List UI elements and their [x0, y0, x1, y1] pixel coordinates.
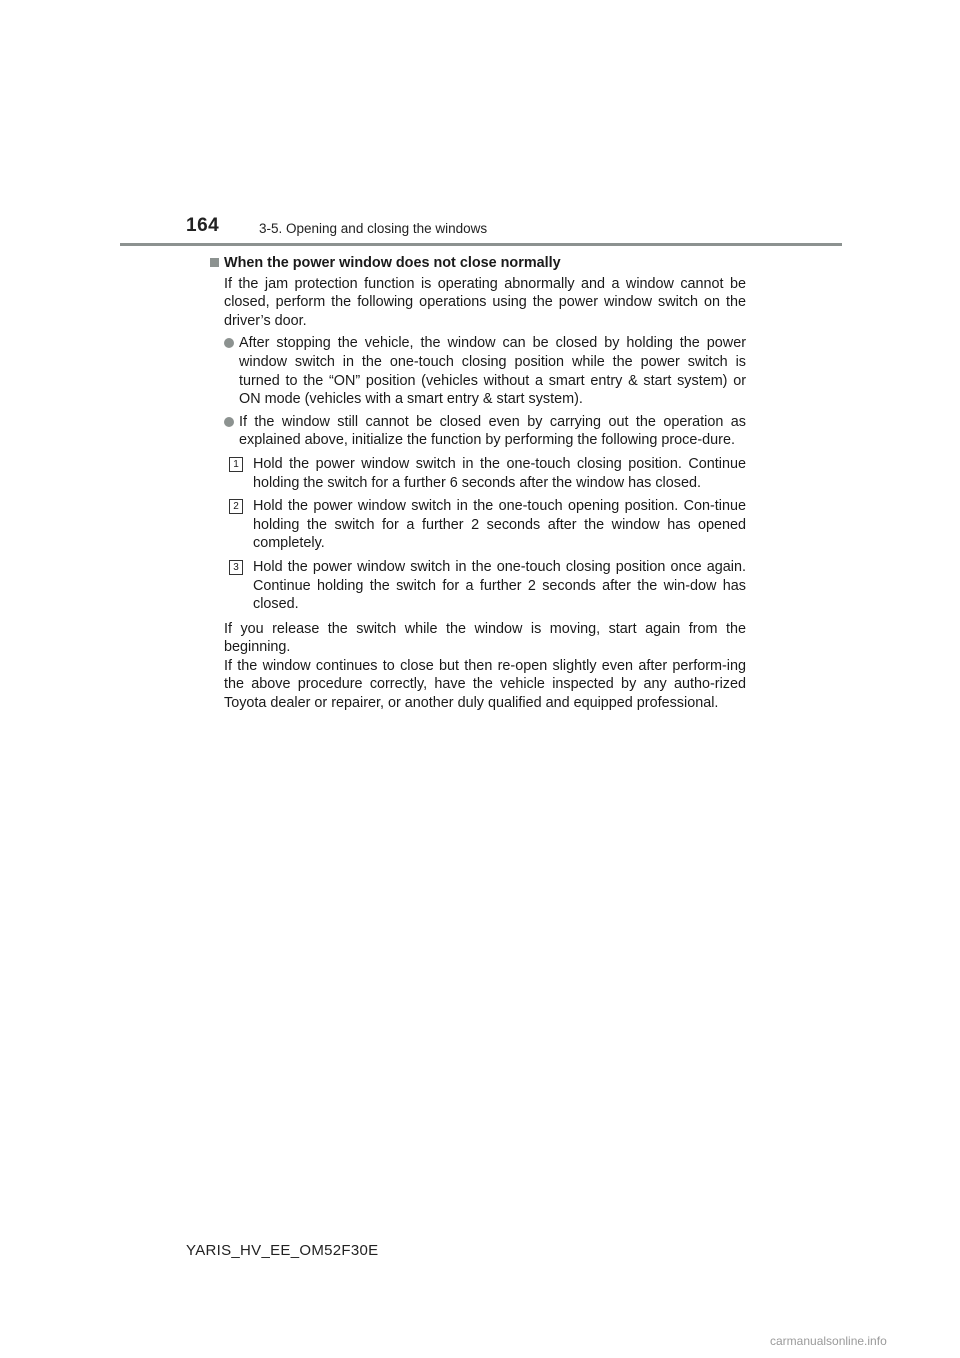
- watermark: carmanualsonline.info: [770, 1334, 887, 1348]
- subsection-heading: [210, 254, 746, 273]
- step-item: [210, 455, 746, 492]
- intro-paragraph: If the jam protection function is operating abnormally and a window cannot be closed, perform the following operations using the power window switch on the driver’s door.: [224, 275, 746, 329]
- bullet-item: [210, 413, 746, 450]
- bullet-item: [210, 334, 746, 408]
- square-bullet-icon: [210, 258, 219, 267]
- page-header: [0, 0, 960, 250]
- step-text: Hold the power window switch in the one-touch opening position. Con-tinue holding the switch for a further 2 seconds after the window has opened completely.: [253, 498, 746, 552]
- section-title: 3-5. Opening and closing the windows: [259, 221, 488, 236]
- closing-paragraph: If the window continues to close but then re-open slightly even after perform-ing the above procedure correctly, have the vehicle inspected by any autho-rized Toyota dealer or repairer, or another duly qualified and equipped professional.: [224, 657, 746, 712]
- bullet-text: After stopping the vehicle, the window can be closed by holding the power window switch in the one-touch closing position while the power switch is turned to the “ON” position (vehicles without a smart entry & start system) or ON mode (vehicles with a smart entry & start system).: [239, 335, 746, 408]
- page-number: 164: [186, 215, 220, 236]
- page-content: [210, 254, 746, 713]
- document-code: YARIS_HV_EE_OM52F30E: [186, 1242, 379, 1259]
- bullet-text: If the window still cannot be closed even by carrying out the operation as explained above, initialize the function by performing the following proce-dure.: [239, 413, 746, 449]
- round-bullet-icon: [224, 338, 234, 348]
- subsection-heading-text: When the power window does not close normally: [224, 255, 561, 271]
- closing-paragraph: If you release the switch while the window is moving, start again from the beginning.: [224, 620, 746, 656]
- step-number-box: 3: [229, 560, 243, 575]
- step-text: Hold the power window switch in the one-touch closing position once again. Continue holding the switch for a further 2 seconds after the win-dow has closed.: [253, 558, 746, 613]
- step-item: [210, 558, 746, 614]
- header-divider: [120, 243, 842, 246]
- round-bullet-icon: [224, 417, 234, 427]
- step-text: Hold the power window switch in the one-touch closing position. Continue holding the switch for a further 6 seconds after the window has closed.: [253, 455, 746, 491]
- step-number-box: 1: [229, 457, 243, 472]
- step-number-box: 2: [229, 499, 243, 514]
- step-item: [210, 497, 746, 553]
